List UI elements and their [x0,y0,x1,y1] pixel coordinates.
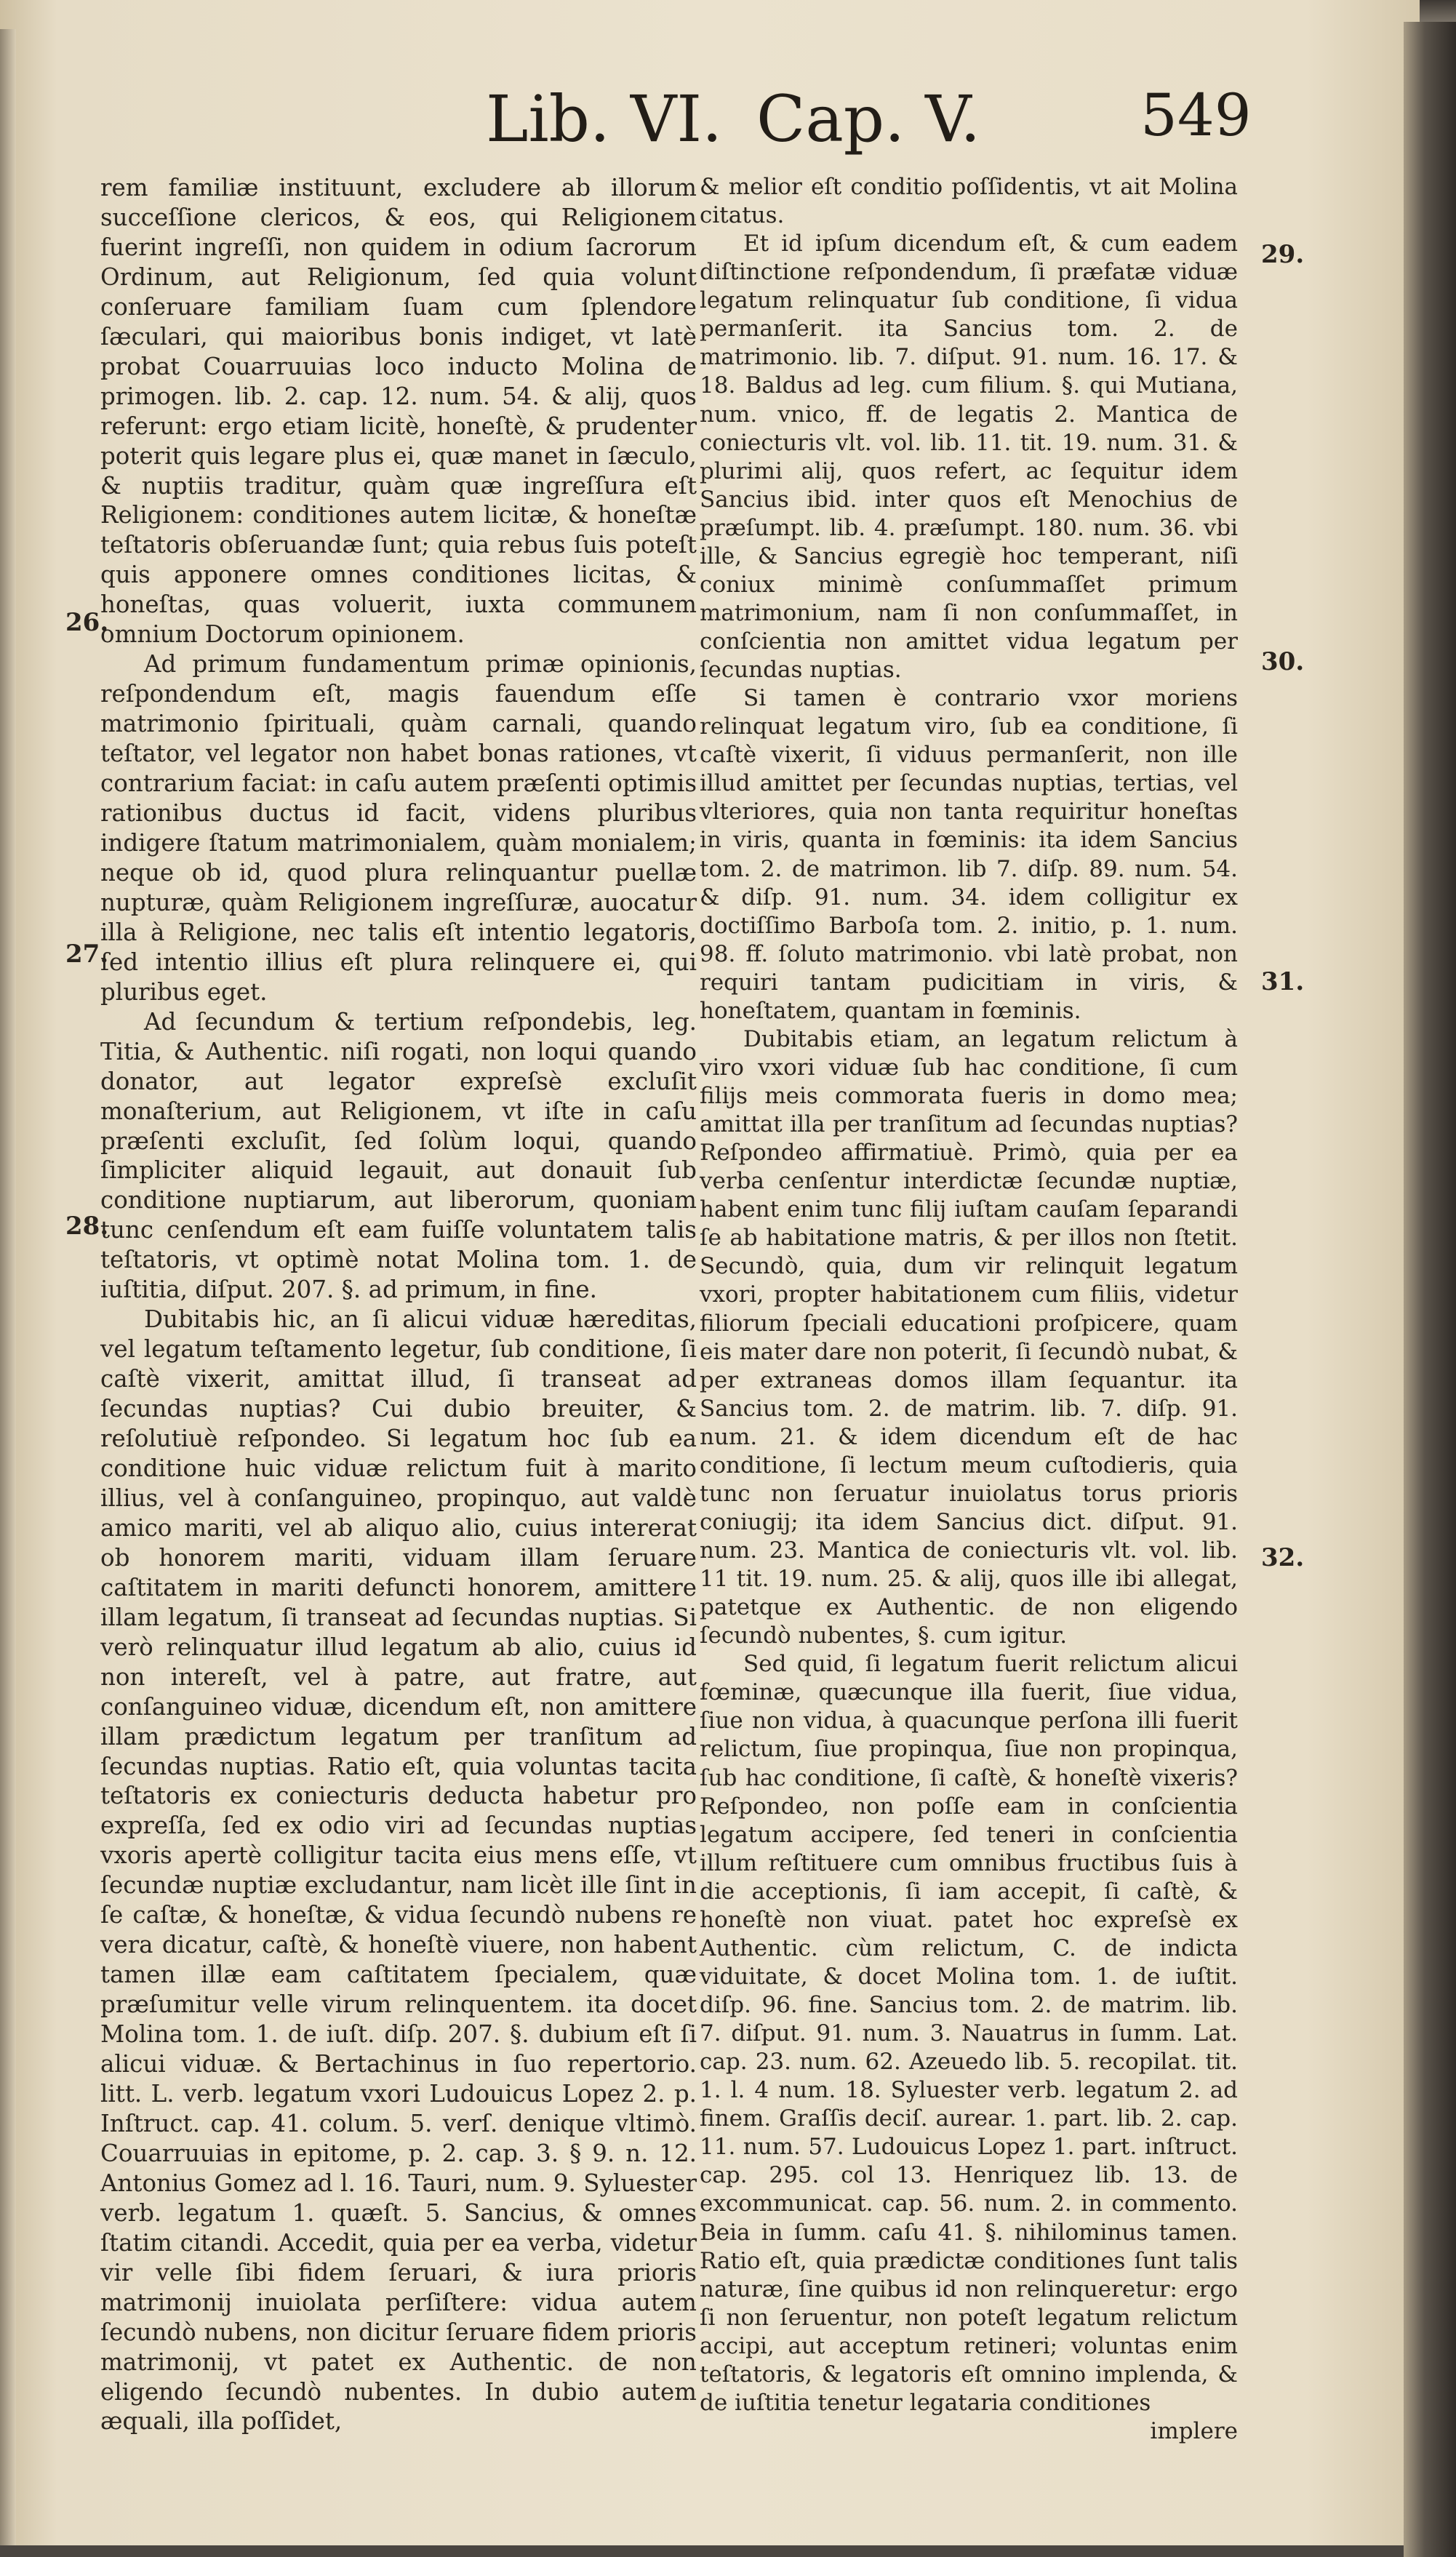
paragraph: Dubitabis etiam, an legatum relictum à viro vxori viduæ ſub hac conditione, ſi cum filijs meis commorata fueris in domo mea; amittat illa per tranſitum ad ſecundas nuptias? Reſpondeo affirmatiuè. Primò, quia per ea verba cenſentur interdictæ ſecundæ nuptiæ, habent enim tunc filij iuſtam cauſam ſeparandi ſe ab habitatione matris, & per illos non ſtetit. Secundò, quia, dum vir relinquit legatum vxori, propter habitationem cum filiis, videtur filiorum ſpeciali educationi proſpicere, quam eis mater dare non poterit, ſi ſecundò nubat, & per extraneas domos illam ſequantur. ita Sancius tom. 2. de matrim. lib. 7. diſp. 91. num. 21. & idem dicendum eſt de hac conditione, ſi lectum meum cuſtodieris, quia tunc non ſeruatur inuiolatus torus prioris coniugij; ita idem Sancius dict. diſput. 91. num. 23. Mantica de coniecturis vlt. vol. lib. 11 tit. 19. num. 25. & alij, quos ille ibi allegat, patetque ex Authentic. de non eligendo ſecundò nubentes, §. cum igitur. [700,1025,1238,1649]
margin-number-28: 28. [65,1212,109,1241]
margin-number-30: 30. [1261,647,1305,676]
book-spine-shadow [1404,22,1456,2557]
catchword: implere [1150,2417,1238,2444]
running-title: Lib. VI. [486,81,723,156]
chapter-heading: Cap. V. [756,81,981,156]
margin-number-32: 32. [1261,1543,1305,1572]
left-text-column [100,173,697,2436]
paragraph: Ad ſecundum & tertium reſpondebis, leg. Titia, & Authentic. niſi rogati, non loqui quando donator, aut legator expreſsè excluſit monaſterium, aut Religionem, vt iſte in caſu præſenti excluſit, ſed ſolùm loqui, quando ſimpliciter aliquid legauit, aut donauit ſub conditione nuptiarum, aut liberorum, quoniam tunc cenſendum eſt eam fuiſſe voluntatem talis teſtatoris, vt optimè notat Molina tom. 1. de iuſtitia, diſput. 207. §. ad primum, in fine. [100,1007,697,1304]
margin-number-29: 29. [1261,240,1305,269]
paragraph: & melior eſt conditio poſſidentis, vt ait Molina citatus. [700,174,1238,229]
page-left-edge [0,29,16,2545]
page-number: 549 [1140,81,1252,149]
paragraph: Et id ipſum dicendum eſt, & cum eadem diſtinctione reſpondendum, ſi præfatæ viduæ legatum relinquatur ſub conditione, ſi vidua permanſerit. ita Sancius tom. 2. de matrimonio. lib. 7. diſput. 91. num. 16. 17. & 18. Baldus ad leg. cum filium. §. qui Mutiana, num. vnico, ff. de legatis 2. Mantica de coniecturis vlt. vol. lib. 11. tit. 19. num. 31. & plurimi alij, quos refert, ac ſequitur idem Sancius ibid. inter quos eſt Menochius de præſumpt. lib. 4. præſumpt. 180. num. 36. vbi ille, & Sancius egregiè hoc temperant, niſi coniux minimè conſummaſſet primum matrimonium, nam ſi non conſummaſſet, in conſcientia non amittet vidua legatum per ſecundas nuptias. [700,231,1238,684]
margin-number-31: 31. [1261,967,1305,996]
right-text-column [700,173,1238,2446]
margin-number-27: 27. [65,940,109,969]
paragraph: rem familiæ instituunt, excludere ab illorum succeſſione clericos, & eos, qui Religionem fuerint ingreſſi, non quidem in odium ſacrorum Ordinum, aut Religionum, ſed quia volunt conſeruare familiam ſuam cum ſplendore ſæculari, qui maioribus bonis indiget, vt latè probat Couarruuias loco inducto Molina de primogen. lib. 2. cap. 12. num. 54. & alij, quos referunt: ergo etiam licitè, honeſtè, & prudenter poterit quis legare plus ei, quæ manet in ſæculo, & nuptiis traditur, quàm quæ ingreſſura eſt Religionem: conditiones autem licitæ, & honeſtæ teſtatoris obſeruandæ ſunt; quia rebus ſuis poteſt quis apponere omnes conditiones licitas, & honeſtas, quas voluerit, iuxta communem omnium Doctorum opinionem. [100,174,697,649]
paragraph: Si tamen è contrario vxor moriens relinquat legatum viro, ſub ea conditione, ſi caſtè vixerit, ſi viduus permanſerit, non ille illud amittet per ſecundas nuptias, tertias, vel vlteriores, quia non tanta requiritur honeſtas in viris, quanta in fœminis: ita idem Sancius tom. 2. de matrimon. lib 7. diſp. 89. num. 54. & diſp. 91. num. 34. idem colligitur ex doctiſſimo Barboſa tom. 2. initio, p. 1. num. 98. ff. ſoluto matrimonio. vbi latè probat, non requiri tantam pudicitiam in viris, & honeſtatem, quantam in fœminis. [700,685,1238,1024]
margin-number-26: 26. [65,608,109,637]
paragraph: Ad primum fundamentum primæ opinionis, reſpondendum eſt, magis fauendum eſſe matrimonio ſpirituali, quàm carnali, quando teſtator, vel legator non habet bonas rationes, vt contrarium faciat: in caſu autem præſenti optimis rationibus ductus id facit, videns pluribus indigere ſtatum matrimonialem, quàm monialem; neque ob id, quod plura relinquantur puellæ nupturæ, quàm Religionem ingreſſuræ, auocatur illa à Religione, nec talis eſt intentio legatoris, ſed intentio illius eſt plura relinquere ei, qui pluribus eget. [100,650,697,1006]
paragraph: Dubitabis hic, an ſi alicui viduæ hæreditas, vel legatum teſtamento legetur, ſub conditione, ſi caſtè vixerit, amittat illud, ſi transeat ad ſecundas nuptias? Cui dubio breuiter, & reſolutiuè reſpondeo. Si legatum hoc ſub ea conditione huic viduæ relictum fuit à marito illius, vel à conſanguineo, propinquo, aut valdè amico mariti, vel ab aliquo alio, cuius intererat ob honorem mariti, viduam illam ſeruare caſtitatem in mariti defuncti honorem, amittere illam legatum, ſi transeat ad ſecundas nuptias. Si verò relinquatur illud legatum ab alio, cuius id non intereſt, vel à patre, aut fratre, aut conſanguineo viduæ, dicendum eſt, non amittere illam prædictum legatum per tranſitum ad ſecundas nuptias. Ratio eſt, quia voluntas tacita teſtatoris ex coniecturis deducta habetur pro expreſſa, ſed ex odio viri ad ſecundas nuptias vxoris apertè colligitur tacita eius mens eſſe, vt ſecundæ nuptiæ excludantur, nam licèt ille ſint in ſe caſtæ, & honeſtæ, & vidua ſecundò nubens re vera dicatur, caſtè, & honeſtè viuere, non habent tamen illæ eam caſtitatem ſpecialem, quæ præſumitur velle virum relinquentem. ita docet Molina tom. 1. de iuſt. diſp. 207. §. dubium eſt ſi alicui viduæ. & Bertachinus in ſuo repertorio. litt. L. verb. legatum vxori Ludouicus Lopez 2. p. Inſtruct. cap. 41. colum. 5. verſ. denique vltimò. Couarruuias in epitome, p. 2. cap. 3. § 9. n. 12. Antonius Gomez ad l. 16. Tauri, num. 9. Syluester verb. legatum 1. quæſt. 5. Sancius, & omnes ſtatim citandi. Accedit, quia per ea verba, videtur vir velle ſibi fidem ſeruari, & iura prioris matrimonij inuiolata perſiſtere: vidua autem ſecundò nubens, non dicitur ſeruare fidem prioris matrimonij, vt patet ex Authentic. de non eligendo ſecundò nubentes. In dubio autem æquali, illa poſſidet, [100,1305,697,2436]
paragraph: Sed quid, ſi legatum fuerit relictum alicui fœminæ, quæcunque illa fuerit, ſiue vidua, ſiue non vidua, à quacunque perſona illi fuerit relictum, ſiue propinqua, ſiue non propinqua, ſub hac conditione, ſi caſtè, & honeſtè vixeris? Reſpondeo, non poſſe eam in conſcientia legatum accipere, ſed teneri in conſcientia illum reſtituere cum omnibus fructibus ſuis à die acceptionis, ſi iam accepit, ſi caſtè, & honeſtè non viuat. patet hoc expreſsè ex Authentic. cùm relictum, C. de indicta viduitate, & docet Molina tom. 1. de iuſtit. diſp. 96. fine. Sancius tom. 2. de matrim. lib. 7. diſput. 91. num. 3. Nauatrus in ſumm. Lat. cap. 23. num. 62. Azeuedo lib. 5. recopilat. tit. 1. l. 4 num. 18. Syluester verb. legatum 2. ad finem. Graſſis deciſ. aurear. 1. part. lib. 2. cap. 11. num. 57. Ludouicus Lopez 1. part. inſtruct. cap. 295. col 13. Henriquez lib. 13. de excommunicat. cap. 56. num. 2. in commento. Beia in ſumm. caſu 41. §. nihilominus tamen. Ratio eſt, quia prædictæ conditiones ſunt talis naturæ, ſine quibus id non relinqueretur: ergo ſi non ſeruentur, non poteſt legatum relictum accipi, aut acceptum retineri; voluntas enim teſtatoris, & legatoris eſt omnino implenda, & de iuſtitia tenetur legataria conditiones [700,1651,1238,2416]
